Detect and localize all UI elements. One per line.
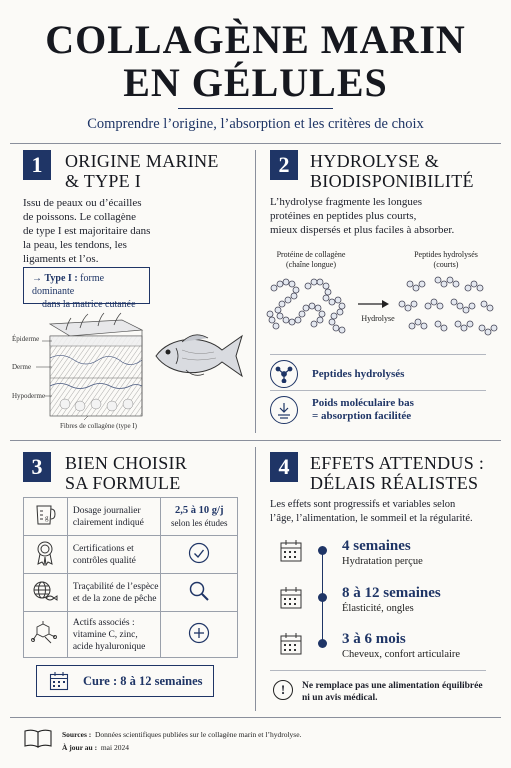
criteria-text-line: Dosage journalier — [72, 505, 141, 516]
section-2-number: 2 — [270, 150, 298, 180]
divider-middle — [10, 440, 501, 441]
criteria-table — [23, 497, 238, 658]
section-1-body-line: la peau, les tendons, les — [23, 239, 127, 251]
type-1-callout — [23, 267, 150, 310]
section-2-divider-2 — [270, 390, 486, 391]
criteria-text-line: vitamine C, zinc, — [72, 629, 138, 640]
feature-label — [312, 397, 414, 423]
timeline-label: 4 semaines — [342, 538, 411, 554]
callout-text: forme dominante — [32, 273, 105, 297]
timeline-dot — [318, 593, 327, 602]
arrow-right-icon: → — [32, 273, 42, 284]
section-4-number: 4 — [270, 452, 298, 482]
table-row — [24, 536, 238, 574]
footer-sources-label: Sources : — [62, 730, 92, 739]
criteria-text — [67, 612, 161, 658]
molecule-structure-icon — [24, 612, 68, 658]
criteria-text-line: acide hyaluronique — [72, 641, 146, 652]
calendar-icon — [279, 586, 303, 610]
section-1-body-line: Issu de peaux ou d’écailles — [23, 197, 142, 209]
feature-label-line: = absorption facilitée — [312, 410, 412, 422]
open-book-icon — [23, 728, 53, 750]
section-4-title — [310, 453, 484, 493]
section-1-title — [65, 151, 219, 191]
timeline-sub: Cheveux, confort articulaire — [342, 649, 461, 660]
criteria-text — [67, 536, 161, 574]
feature-hydrolyzed-peptides — [270, 360, 486, 388]
section-3-title — [65, 453, 187, 493]
section-1-number: 1 — [23, 150, 51, 180]
subtitle: Comprendre l’origine, l’absorption et les critères de choix — [87, 116, 424, 132]
svg-text:g: g — [45, 513, 49, 522]
hydrolysis-arrow-label: Hydrolyse — [361, 314, 395, 323]
feature-label — [312, 368, 404, 381]
skin-label-epidermis: Épiderme — [12, 335, 40, 343]
callout-text-2: dans la matrice cutanée — [42, 299, 136, 310]
timeline-label: 3 à 6 mois — [342, 631, 406, 647]
section-1-title-line-1: ORIGINE MARINE — [65, 151, 219, 171]
section-1-body-line: de type I est majoritaire dans — [23, 225, 151, 237]
footer-updated-label: À jour au : — [62, 743, 98, 752]
globe-fish-icon — [24, 574, 68, 612]
callout-bold: Type I : — [44, 273, 78, 284]
section-2-body-line: mieux dispersés et plus faciles à absorber. — [270, 224, 455, 236]
divider-bottom — [10, 717, 501, 718]
protein-chain-label — [263, 250, 359, 270]
protein-chain-label-2: (chaîne longue) — [286, 260, 336, 269]
hydrolysis-diagram — [262, 270, 502, 346]
cure-label: Cure : 8 à 12 semaines — [83, 673, 203, 688]
calendar-icon — [279, 632, 303, 656]
section-1-body — [23, 196, 238, 266]
section-4-title-line-2: DÉLAIS RÉALISTES — [310, 473, 479, 493]
section-1-body-line: ligaments et l’os. — [23, 253, 99, 265]
footer-sources — [62, 730, 301, 739]
magnifier-icon — [161, 574, 238, 612]
section-4-body — [270, 498, 502, 526]
page-title — [0, 18, 511, 104]
fish-illustration — [152, 328, 246, 384]
criteria-text-line: Traçabilité de l’espèce — [72, 581, 159, 592]
criteria-text-line: contrôles qualité — [72, 555, 136, 566]
title-divider — [178, 108, 333, 109]
criteria-text-line: clairement indiqué — [72, 517, 144, 528]
title-line-2: EN GÉLULES — [123, 60, 388, 105]
warning-line: ni un avis médical. — [302, 693, 378, 703]
feature-low-molecular-weight — [270, 396, 486, 424]
collagen-fibers-label: Fibres de collagène (type I) — [60, 422, 137, 430]
protein-chain-label-1: Protéine de collagène — [276, 250, 346, 259]
dosage-value-note: selon les études — [170, 517, 228, 528]
timeline-dot — [318, 546, 327, 555]
peptides-label-2: (courts) — [433, 260, 459, 269]
certification-ribbon-icon — [24, 536, 68, 574]
feature-label-line: Peptides hydrolysés — [312, 367, 405, 380]
section-4-title-line-1: EFFETS ATTENDUS : — [310, 453, 485, 473]
divider-vertical-bottom — [255, 447, 256, 711]
section-2-divider-1 — [270, 354, 486, 355]
footer-sources-text: Données scientifiques publiées sur le collagène marin et l’hydrolyse. — [95, 730, 302, 739]
section-4-divider — [270, 670, 486, 671]
divider-vertical-top — [255, 150, 256, 433]
section-3-title-line-2: SA FORMULE — [65, 473, 181, 493]
timeline-label: 8 à 12 semaines — [342, 585, 441, 601]
skin-label-hypodermis: Hypoderme — [12, 392, 46, 400]
footer-updated-text: mai 2024 — [100, 743, 129, 752]
section-1-body-line: de poissons. Le collagène — [23, 211, 137, 223]
section-2-title-line-2: BIODISPONIBILITÉ — [310, 171, 474, 191]
criteria-text-line: et de la zone de pêche — [72, 593, 157, 604]
section-3-title-line-1: BIEN CHOISIR — [65, 453, 188, 473]
criteria-text-line: Certifications et — [72, 543, 134, 554]
section-4-body-line: l’âge, l’alimentation, le sommeil et la régularité. — [270, 513, 473, 524]
timeline-dot — [318, 639, 327, 648]
warning-text — [302, 680, 483, 704]
warning-icon: ! — [273, 680, 293, 700]
section-3-number: 3 — [23, 452, 51, 482]
dosage-value-bold: 2,5 à 10 g/j — [175, 504, 224, 516]
criteria-text-line: Actifs associés : — [72, 617, 135, 628]
table-row — [24, 574, 238, 612]
section-2-title — [310, 151, 474, 191]
title-line-1: COLLAGÈNE MARIN — [45, 17, 466, 62]
table-row — [24, 498, 238, 536]
plus-circle-icon — [161, 612, 238, 658]
peptides-label-1: Peptides hydrolysés — [414, 250, 478, 259]
measuring-cup-icon — [24, 498, 68, 536]
cure-duration-box — [36, 665, 214, 697]
section-4-body-line: Les effets sont progressifs et variables selon — [270, 499, 456, 510]
calendar-icon — [49, 671, 69, 691]
section-1-title-line-2: & TYPE I — [65, 171, 142, 191]
section-2-title-line-1: HYDROLYSE & — [310, 151, 440, 171]
criteria-text — [67, 498, 161, 536]
dosage-value — [161, 498, 238, 536]
skin-label-dermis: Derme — [12, 363, 32, 371]
check-circle-icon — [161, 536, 238, 574]
timeline-sub: Élasticité, ongles — [342, 603, 414, 614]
table-row — [24, 612, 238, 658]
absorption-icon — [270, 396, 298, 424]
section-2-body-line: protéines en peptides plus courts, — [270, 210, 417, 222]
footer-updated — [62, 743, 129, 752]
section-2-body-line: L’hydrolyse fragmente les longues — [270, 196, 423, 208]
timeline-sub: Hydratation perçue — [342, 556, 423, 567]
section-2-body — [270, 195, 500, 237]
criteria-text — [67, 574, 161, 612]
divider-top — [10, 143, 501, 144]
warning-line: Ne remplace pas une alimentation équilibrée — [302, 681, 483, 691]
feature-label-line: Poids moléculaire bas — [312, 397, 414, 409]
peptides-label — [396, 250, 496, 270]
molecule-icon — [270, 360, 298, 388]
calendar-icon — [279, 539, 303, 563]
